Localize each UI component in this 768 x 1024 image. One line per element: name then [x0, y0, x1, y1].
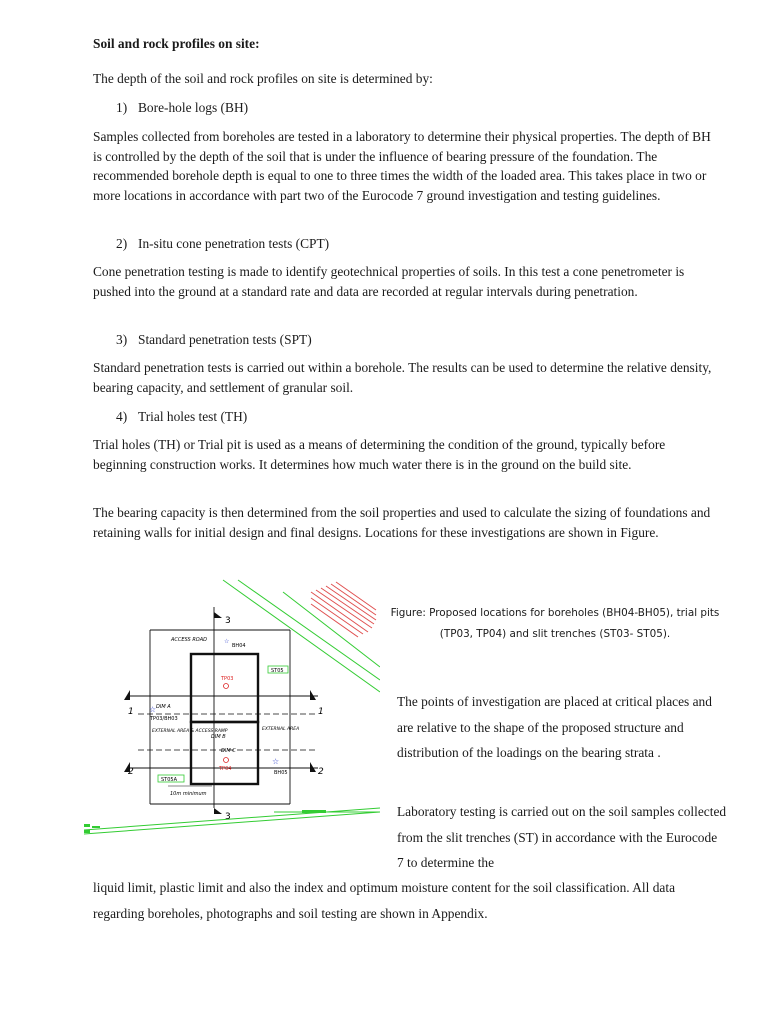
paragraph-bh: Samples collected from boreholes are tested in a laboratory to determine their physical properties. The depth of BH is controlled by the depth of the soil that is under the influence of bearing pressure of the foundation. The recommended borehole depth is equal to one to three times the width of the loaded area. This takes place in two or more locations in accordance with part two of the Eurocode 7 ground investigation and testing guidelines. — [93, 129, 711, 203]
section-1-right-label: 1 — [318, 707, 324, 717]
tail-paragraph: liquid limit, plastic limit and also the index and optimum moisture content for the soil classification. All data regarding boreholes, photographs and soil testing are shown in Appendix. — [93, 880, 676, 921]
dim-c-label: DIM C — [221, 748, 236, 754]
external-area-right-label: EXTERNAL AREA — [262, 727, 300, 732]
bh05-label: BH05 — [274, 770, 288, 776]
section-heading: Soil and rock profiles on site: — [93, 36, 260, 51]
bh05-marker: ☆ — [272, 757, 280, 766]
paragraph-spt: Standard penetration tests is carried out within a borehole. The results can be used to determine the relative density, bearing capacity, and settlement of granular soil. — [93, 360, 712, 395]
bh04-label: BH04 — [232, 643, 246, 649]
site-plan-figure — [28, 572, 380, 842]
side-paragraph-1: The points of investigation are placed at critical places and are relative to the shape of the proposed structure and distribution of the loadings on the bearing strata . — [397, 694, 712, 760]
dim-a-label: DIM A — [156, 704, 171, 710]
tp04-label: TP04 — [219, 766, 232, 772]
external-area-left-label: EXTERNAL AREA & ACCESS RAMP — [152, 729, 228, 734]
list-item-th: 4) Trial holes test (TH) — [116, 409, 248, 424]
section-3-top-label: 3 — [225, 616, 231, 626]
figure-caption: Figure: Proposed locations for boreholes (BH04-BH05), trial pits (TP03, TP04) and slit trenches (ST03- ST05). — [390, 607, 720, 640]
st05a-label: ST05A — [161, 777, 178, 783]
tp04-marker — [224, 758, 229, 763]
section-1-left-label: 1 — [128, 707, 134, 717]
list-item-bh: 1) Bore-hole logs (BH) — [116, 100, 249, 115]
list-item-spt: 3) Standard penetration tests (SPT) — [116, 332, 312, 347]
intro-text: The depth of the soil and rock profiles on site is determined by: — [93, 71, 433, 86]
tp03-bh03-label: TP03/BH03 — [150, 716, 178, 722]
st05-label: ST05 — [271, 668, 284, 674]
section-2-right-label: 2 — [318, 767, 324, 777]
tp03-marker — [224, 684, 229, 689]
paragraph-th: Trial holes (TH) or Trial pit is used as a means of determining the condition of the ground, typically before beginning construction works. It determines how much water there is in the ground on the build site. — [93, 437, 666, 472]
side-paragraph-2: Laboratory testing is carried out on the soil samples collected from the slit trenches (ST) in accordance with the Eurocode 7 to determine the — [397, 804, 727, 870]
bh04-marker: ☆ — [224, 638, 230, 645]
access-road-label: ACCESS ROAD — [171, 637, 208, 643]
tp03-label: TP03 — [221, 676, 234, 682]
site-plan-drawing — [28, 572, 380, 842]
paragraph-cpt: Cone penetration testing is made to identify geotechnical properties of soils. In this test a cone penetrometer is pushed into the ground at a standard rate and data are recorded at regular intervals during penetration. — [93, 264, 685, 299]
paragraph-bearing: The bearing capacity is then determined from the soil properties and used to calculate the sizing of foundations and retaining walls for initial design and final designs. Locations for these investigations are shown in Figure. — [93, 505, 711, 540]
section-2-left-label: 2 — [128, 767, 134, 777]
list-item-cpt: 2) In-situ cone penetration tests (CPT) — [116, 236, 330, 251]
min-distance-label: 10m minimum — [170, 791, 207, 797]
building-outline — [191, 654, 258, 784]
hatched-area — [311, 582, 376, 637]
dim-b-label: DIM B — [211, 734, 226, 740]
section-3-bottom-label: 3 — [225, 812, 231, 822]
tp03-bh03-marker: ☆ — [149, 705, 157, 714]
